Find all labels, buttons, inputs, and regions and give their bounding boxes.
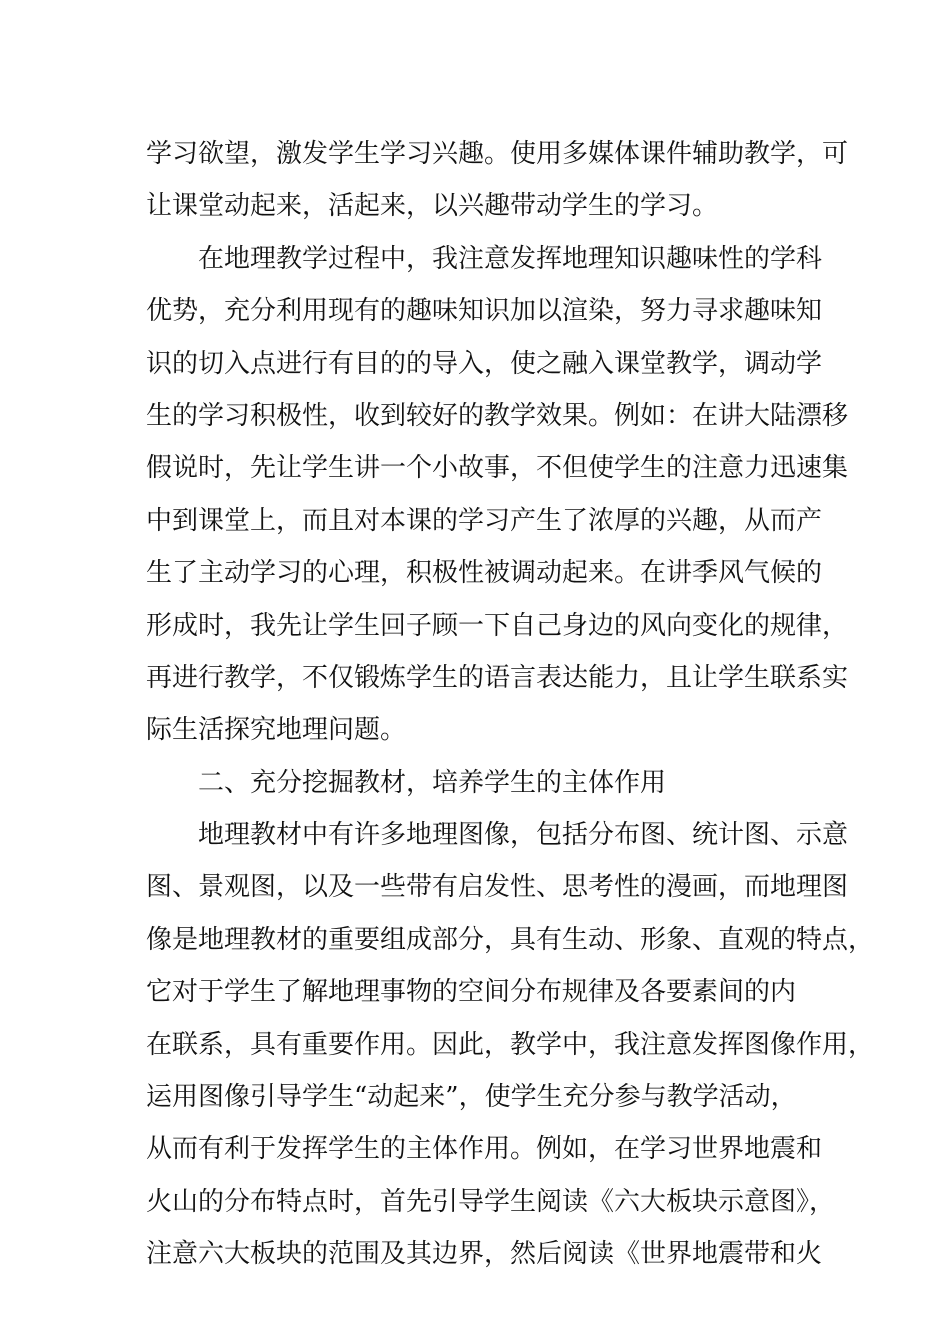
text-line: 生了主动学习的心理，积极性被调动起来。在讲季风气候的: [146, 558, 823, 589]
text-line: 注意六大板块的范围及其边界，然后阅读《世界地震带和火: [146, 1239, 823, 1270]
text-line: 在联系，具有重要作用。因此，教学中，我注意发挥图像作用，: [146, 1029, 875, 1060]
text-line: 图、景观图，以及一些带有启发性、思考性的漫画，而地理图: [146, 872, 849, 903]
paragraph-start-line: 地理教材中有许多地理图像，包括分布图、统计图、示意: [198, 820, 849, 851]
text-line: 让课堂动起来，活起来，以兴趣带动学生的学习。: [146, 191, 719, 222]
text-line: 形成时，我先让学生回子顾一下自己身边的风向变化的规律，: [146, 610, 849, 641]
text-line: 再进行教学，不仅锻炼学生的语言表达能力，且让学生联系实: [146, 662, 849, 693]
text-line: 生的学习积极性，收到较好的教学效果。例如：在讲大陆漂移: [146, 400, 849, 431]
text-line: 从而有利于发挥学生的主体作用。例如，在学习世界地震和: [146, 1134, 823, 1165]
text-line: 学习欲望，激发学生学习兴趣。使用多媒体课件辅助教学，可: [146, 139, 849, 169]
body-text: [146, 128, 875, 1281]
text-line: 中到课堂上，而且对本课的学习产生了浓厚的兴趣，从而产: [146, 505, 823, 536]
paragraph-start-line: 在地理教学过程中，我注意发挥地理知识趣味性的学科: [198, 243, 823, 274]
text-line: 识的切入点进行有目的的导入，使之融入课堂教学，调动学: [146, 348, 823, 379]
text-line: 假说时，先让学生讲一个小故事，不但使学生的注意力迅速集: [146, 453, 849, 484]
text-line: 运用图像引导学生“动起来”，使学生充分参与教学活动，: [146, 1082, 797, 1113]
text-line: 像是地理教材的重要组成部分，具有生动、形象、直观的特点，: [146, 924, 875, 955]
text-line: 优势，充分利用现有的趣味知识加以渲染，努力寻求趣味知: [146, 296, 823, 327]
section-heading: 二、充分挖掘教材，培养学生的主体作用: [198, 767, 667, 798]
text-line: 火山的分布特点时，首先引导学生阅读《六大板块示意图》，: [146, 1186, 836, 1217]
text-line: 际生活探究地理问题。: [146, 715, 407, 746]
text-line: 它对于学生了解地理事物的空间分布规律及各要素间的内: [146, 977, 797, 1008]
